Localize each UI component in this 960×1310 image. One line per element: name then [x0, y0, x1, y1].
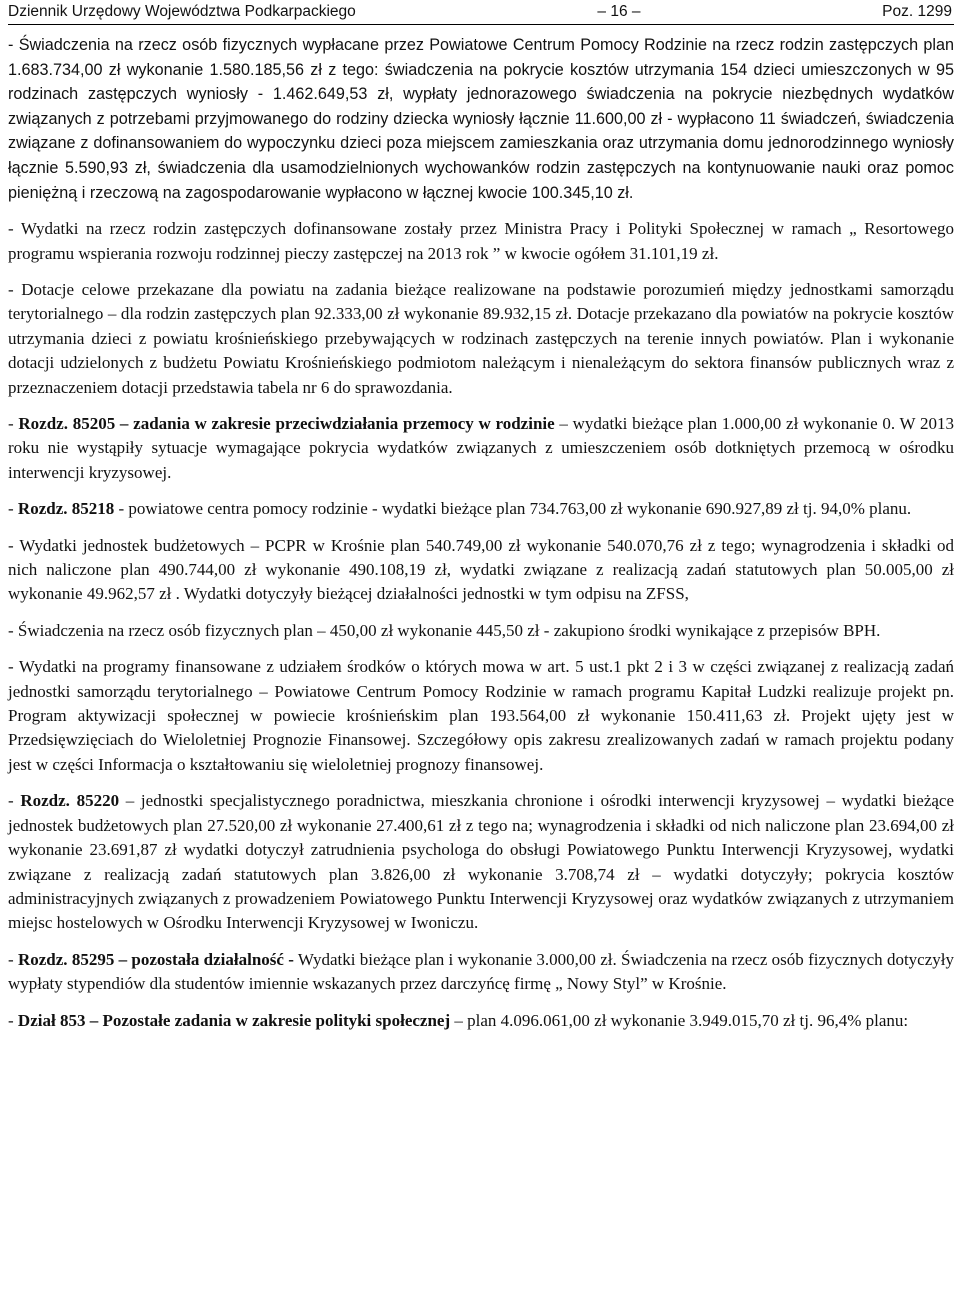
- section-heading: Rozdz. 85218: [17, 499, 115, 519]
- paragraph-rozdz-85295: [8, 948, 954, 997]
- position-number: Poz. 1299: [882, 3, 952, 20]
- paragraph-ministry-funding: - Wydatki na rzecz rodzin zastępczych dofinansowane zostały przez Ministra Pracy i Polityki Społecznej w ramach „ Resortowego programu wspierania rozwoju rodzinnej pieczy zastępczej na 2013 rok ” w kwocie ogółem 31.101,19 zł.: [8, 219, 954, 263]
- dash-prefix: -: [8, 414, 19, 433]
- paragraph-rozdz-85205: [8, 412, 954, 485]
- paragraph-rozdz-85218: [8, 497, 954, 521]
- paragraph-programs: - Wydatki na programy finansowane z udziałem środków o których mowa w art. 5 ust.1 pkt 2 i 3 w części związanej z realizacją zadań jednostki samorządu terytorialnego – Powiatowe Centrum Pomocy Rodzinie w ramach programu Kapitał Ludzki realizuje projekt pn. Program aktywizacji społecznej w powiecie krośnieńskim plan 193.564,00 zł wykonanie 150.411,63 zł. Projekt ujęty jest w Przedsięwzięciach do Wieloletniej Prognozie Finansowej. Szczegółowy opis zakresu zrealizowanych zadań w ramach projektu podany jest w części Informacja o kształtowaniu się wieloletniej prognozy finansowej.: [8, 657, 954, 774]
- dash-prefix: -: [8, 1010, 18, 1030]
- paragraph-family-benefits: - Świadczenia na rzecz osób fizycznych wypłacane przez Powiatowe Centrum Pomocy Rodzinie na rzecz rodzin zastępczych plan 1.683.734,00 zł wykonanie 1.580.185,56 zł z tego: świadczenia na pokrycie kosztów utrzymania 154 dzieci umieszczonych w 95 rodzinach zastępczych wyniosły - 1.462.649,53 zł, wypłaty jednorazowego świadczenia na pokrycie niezbędnych wydatków związanych z potrzebami przyjmowanego do rodziny dziecka wyniosły łącznie 11.600,00 zł - wypłacono 11 świadczeń, świadczenia związane z dofinansowaniem do wypoczynku dzieci poza miejscem zamieszkania oraz utrzymania domu jednorodzinnego wyniosły łącznie 5.590,93 zł, świadczenia dla usamodzielnionych wychowanków rodzin zastępczych na kontynuowanie nauki oraz pomoc pieniężną i rzeczową na zagospodarowanie wypłacono w łącznej kwocie 100.345,10 zł.: [8, 36, 954, 202]
- page-header: [8, 0, 954, 25]
- paragraph-dzial-853: [8, 1009, 954, 1033]
- section-heading: Dział 853 – Pozostałe zadania w zakresie polityki społecznej: [17, 1010, 451, 1030]
- paragraph-budget-units: - Wydatki jednostek budżetowych – PCPR w Krośnie plan 540.749,00 zł wykonanie 540.070,76 zł z tego; wynagrodzenia i składki od nich naliczone plan 490.744,00 zł wykonanie 490.108,19 zł, wydatki związane z realizacją zadań statutowych plan 50.005,00 zł wykonanie 49.962,57 zł . Wydatki dotyczyły bieżącej działalności jednostki w tym odpisu na ZFSS,: [8, 535, 954, 604]
- paragraph-targeted-subsidies: - Dotacje celowe przekazane dla powiatu na zadania bieżące realizowane na podstawie porozumień między jednostkami samorządu terytorialnego – dla rodzin zastępczych plan 92.333,00 zł wykonanie 89.932,15 zł. Dotacje przekazano dla powiatów na pokrycie kosztów utrzymania dzieci z powiatu krośnieńskiego przebywających w rodzinach zastępczych na terenie innych powiatów. Plan i wykonanie dotacji udzielonych z budżetu Powiatu Krośnieńskiego podmiotom należącym i nienależącym do sektora finansów publicznych wraz z przeznaczeniem dotacji przedstawia tabela nr 6 do sprawozdania.: [8, 279, 954, 397]
- dash-prefix: -: [8, 949, 18, 969]
- section-text: – plan 4.096.061,00 zł wykonanie 3.949.015,70 zł tj. 96,4% planu:: [450, 1010, 909, 1030]
- section-text: – wydatki bieżące plan 1.000,00 zł wykonanie 0. W 2013 roku nie wystąpiły sytuacje wymagające pokrycia wydatków związanych z umieszczeniem osób dotkniętych przemocą w ośrodku interwencji kryzysowej.: [8, 414, 954, 482]
- section-text: - powiatowe centra pomocy rodzinie - wydatki bieżące plan 734.763,00 zł wykonanie 690.927,89 zł tj. 94,0% planu.: [114, 499, 912, 519]
- section-text: Wydatki bieżące plan i wykonanie 3.000,00 zł. Świadczenia na rzecz osób fizycznych dotyczyły wypłaty stypendiów dla studentów imiennie wskazanych przez darczyńcę firmę „ Nowy Styl” w Krośnie.: [8, 949, 954, 994]
- section-heading: Rozdz. 85205 – zadania w zakresie przeciwdziałania przemocy w rodzinie: [18, 414, 555, 433]
- paragraph-personal-benefits: - Świadczenia na rzecz osób fizycznych plan – 450,00 zł wykonanie 445,50 zł - zakupiono środki wynikające z przepisów BPH.: [8, 620, 881, 640]
- section-heading: Rozdz. 85295 – pozostała działalność -: [17, 949, 294, 969]
- page-number: – 16 –: [597, 3, 641, 20]
- section-heading: Rozdz. 85220: [20, 791, 120, 811]
- dash-prefix: -: [8, 791, 21, 811]
- section-text: – jednostki specjalistycznego poradnictwa, mieszkania chronione i ośrodki interwencji kryzysowej – wydatki bieżące jednostek budżetowych plan 27.520,00 zł wykonanie 27.400,61 zł z tego na; wynagrodzenia i składki od nich naliczone plan 23.694,00 zł wykonanie 23.691,87 zł wydatki dotyczył zatrudnienia psychologa do obsługi Powiatowego Punktu Interwencji Kryzysowej, wydatki związane z realizacją zadań statutowych plan 3.826,00 zł wykonanie 3.708,74 zł – wydatki dotyczyły; pokrycia kosztów administracyjnych związanych z prowadzeniem Powiatowego Punktu Interwencji Kryzysowej oraz wydatków związanych z utrzymaniem miejsc hostelowych w Ośrodku Interwencji Kryzysowej w Iwoniczu.: [8, 791, 955, 933]
- dash-prefix: -: [8, 499, 18, 519]
- journal-title: Dziennik Urzędowy Województwa Podkarpackiego: [8, 3, 356, 20]
- paragraph-rozdz-85220: [8, 789, 954, 935]
